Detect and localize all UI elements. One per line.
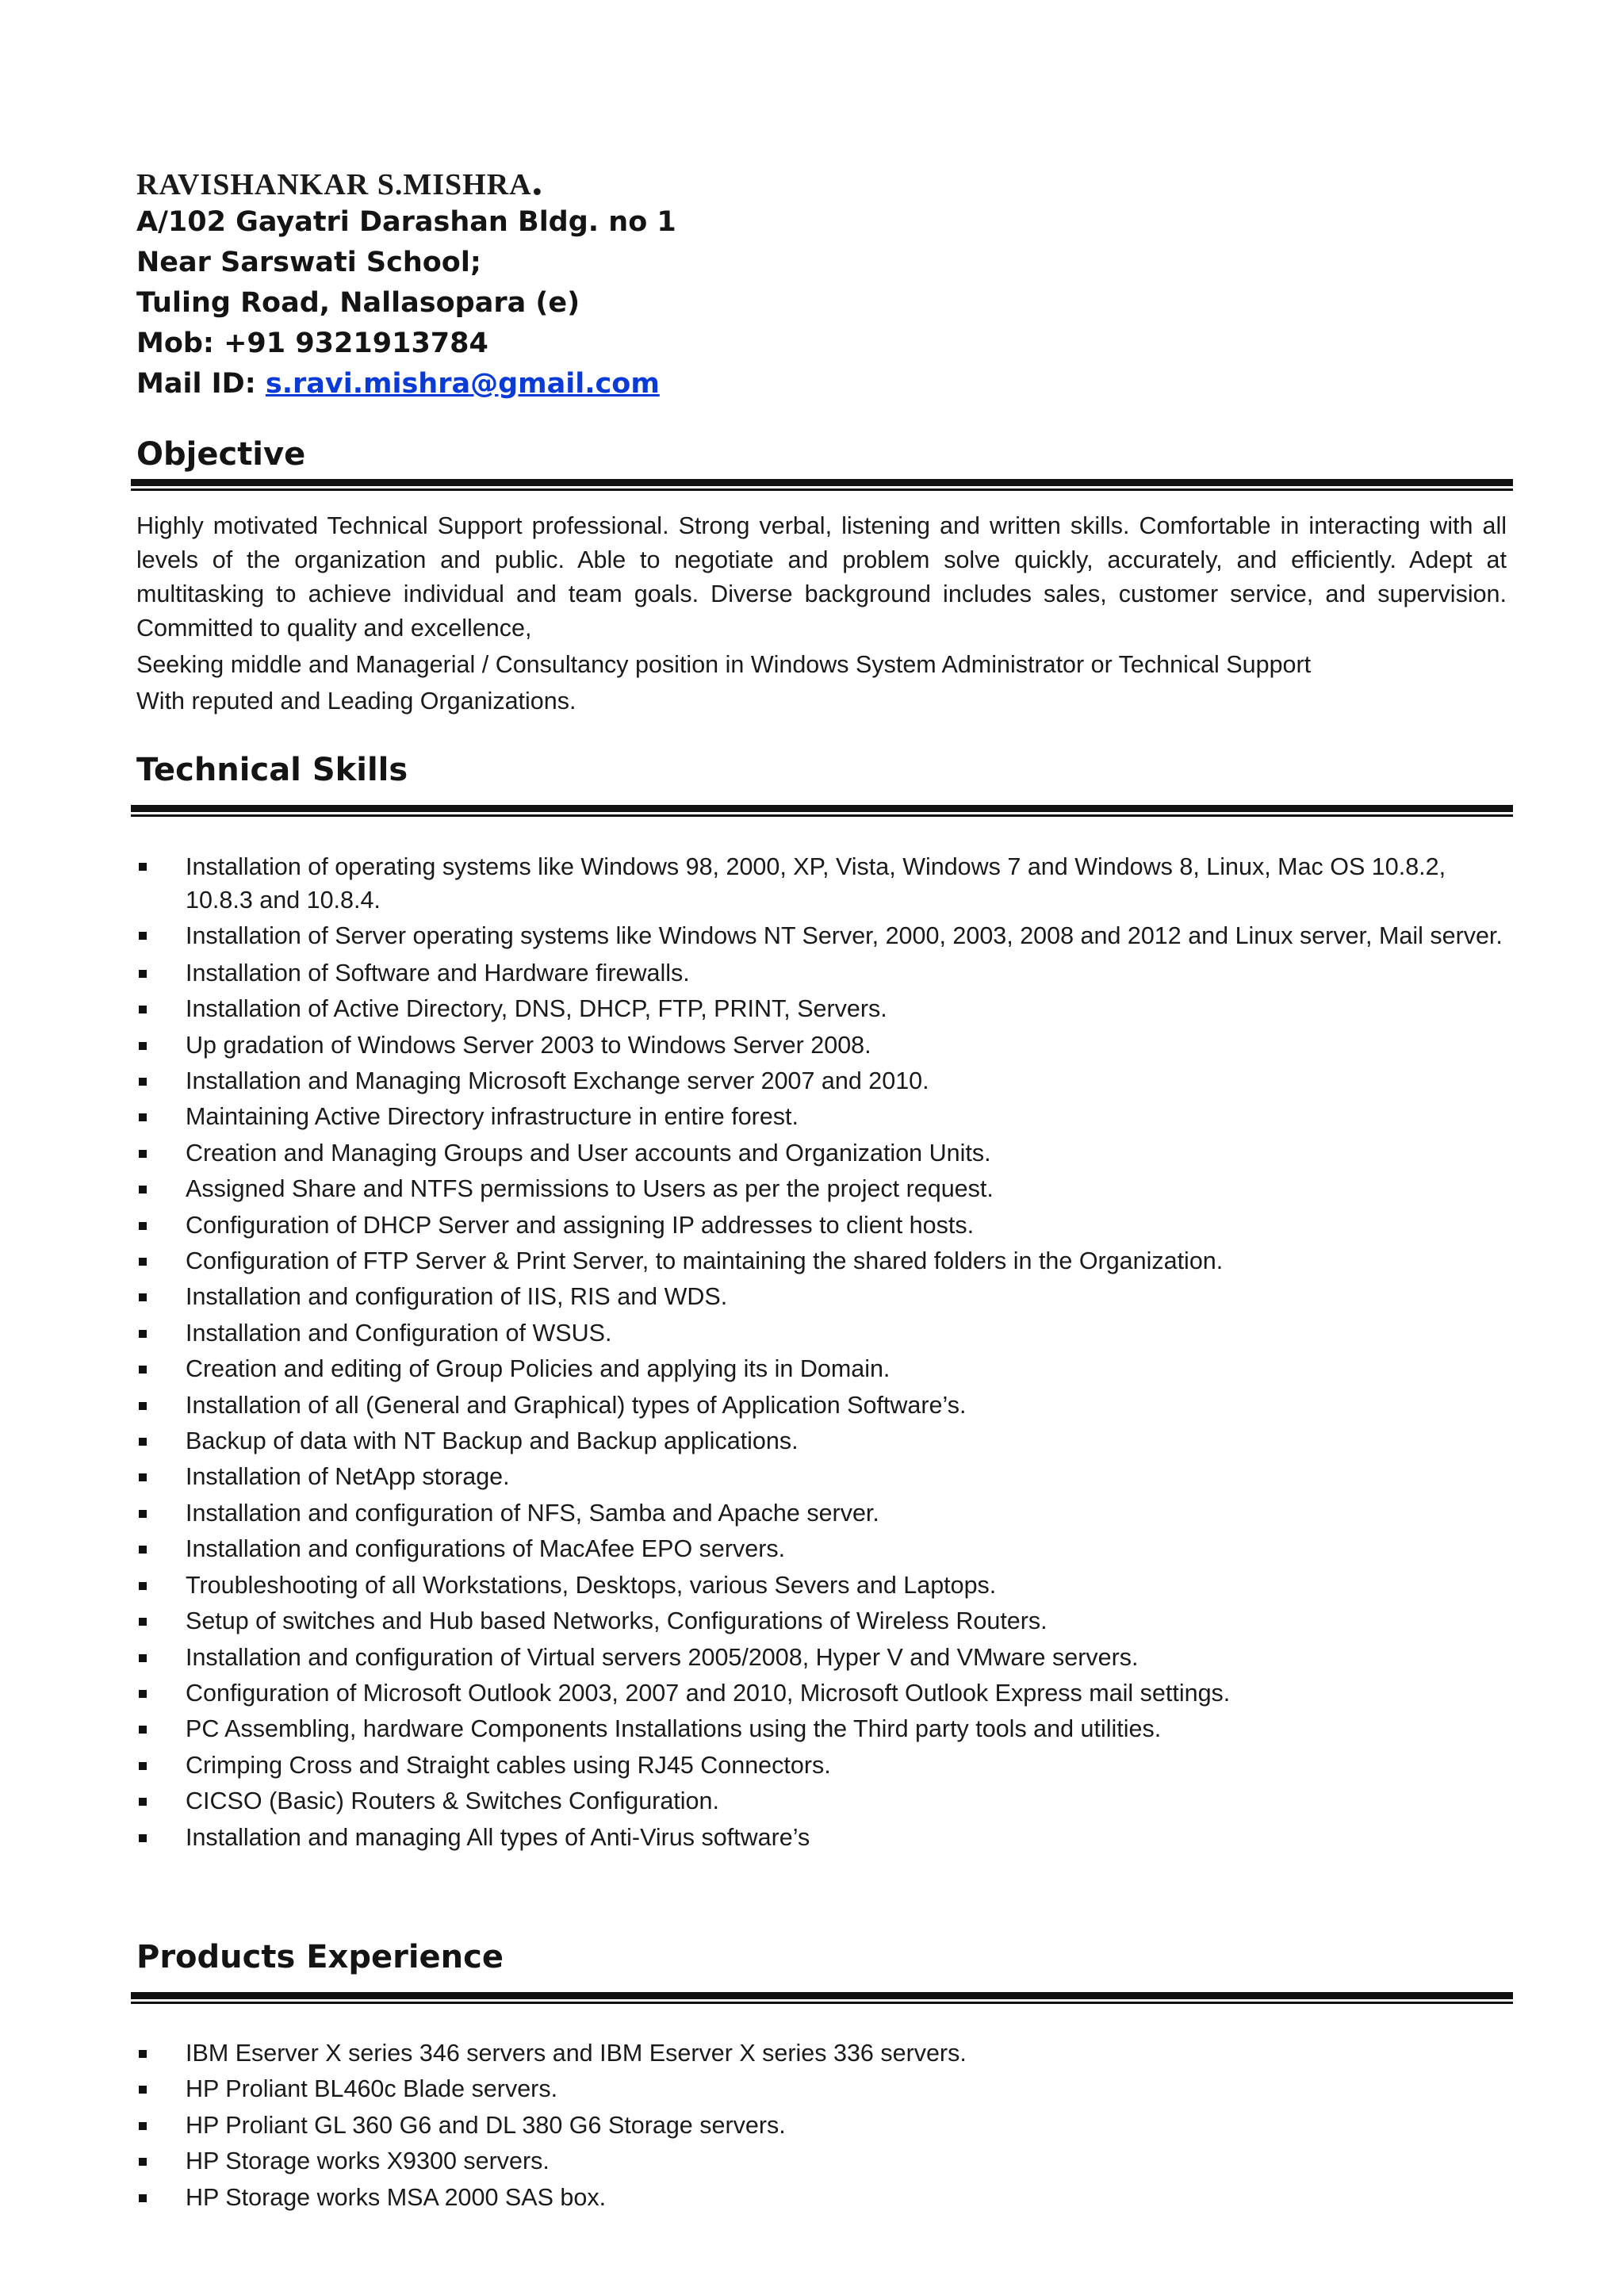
- products-experience-heading: Products Experience: [136, 1939, 504, 1975]
- address-line-3: Tuling Road, Nallasopara (e): [136, 287, 580, 319]
- objective-paragraph: Highly motivated Technical Support professional. Strong verbal, listening and written skills. Comfortable in interacting with all levels of the organization and public. Able to negotiate and problem solve quickly, accurately, and efficiently. Adept at multitasking to achieve individual and team goals. Diverse background includes sales, customer service, and supervision. Committed to quality and excellence,: [136, 512, 1507, 642]
- technical-skills-heading: Technical Skills: [136, 752, 408, 788]
- list-item: Crimping Cross and Straight cables using RJ45 Connectors.: [136, 1748, 1516, 1784]
- products-experience-divider: [131, 1992, 1513, 2004]
- objective-heading: Objective: [136, 436, 306, 473]
- list-item: Installation and Managing Microsoft Exchange server 2007 and 2010.: [136, 1063, 1516, 1099]
- list-item: Setup of switches and Hub based Networks, Configurations of Wireless Routers.: [136, 1603, 1516, 1639]
- mail-label: Mail ID:: [136, 368, 256, 400]
- candidate-name: RAVISHANKAR S.MISHRA.: [136, 156, 544, 204]
- seek-line-1: Seeking middle and Managerial / Consultancy position in Windows System Administrator or Technical Support: [136, 651, 1312, 678]
- list-item: Up gradation of Windows Server 2003 to Windows Server 2008.: [136, 1028, 1516, 1063]
- list-item: Installation of operating systems like Windows 98, 2000, XP, Vista, Windows 7 and Windows 8, Linux, Mac OS 10.8.2, 10.8.3 and 10.8.4.: [136, 850, 1516, 919]
- technical-skills-divider: [131, 805, 1513, 817]
- list-item: Installation and configurations of MacAfee EPO servers.: [136, 1531, 1516, 1567]
- list-item: HP Proliant GL 360 G6 and DL 380 G6 Storage servers.: [136, 2108, 1516, 2144]
- list-item: IBM Eserver X series 346 servers and IBM Eserver X series 336 servers.: [136, 2036, 1516, 2071]
- list-item: Installation and configuration of NFS, Samba and Apache server.: [136, 1496, 1516, 1531]
- technical-skills-list: [136, 850, 1516, 1856]
- list-item: Maintaining Active Directory infrastructure in entire forest.: [136, 1099, 1516, 1135]
- mobile-number: Mob: +91 9321913784: [136, 328, 488, 359]
- list-item: Installation and configuration of IIS, RIS and WDS.: [136, 1279, 1516, 1315]
- list-item: Creation and editing of Group Policies and applying its in Domain.: [136, 1351, 1516, 1387]
- address-line-2: Near Sarswati School;: [136, 247, 481, 278]
- list-item: Configuration of DHCP Server and assigning IP addresses to client hosts.: [136, 1208, 1516, 1243]
- list-item: Installation of all (General and Graphical) types of Application Software’s.: [136, 1388, 1516, 1423]
- list-item: Installation and managing All types of Anti-Virus software’s: [136, 1820, 1516, 1856]
- list-item: Installation and configuration of Virtual servers 2005/2008, Hyper V and VMware servers.: [136, 1640, 1516, 1676]
- address-line-1: A/102 Gayatri Darashan Bldg. no 1: [136, 206, 676, 238]
- list-item: Configuration of Microsoft Outlook 2003, 2007 and 2010, Microsoft Outlook Express mail settings.: [136, 1676, 1516, 1711]
- list-item: Configuration of FTP Server & Print Server, to maintaining the shared folders in the Organization.: [136, 1243, 1516, 1279]
- list-item: PC Assembling, hardware Components Installations using the Third party tools and utilities.: [136, 1711, 1516, 1747]
- list-item: CICSO (Basic) Routers & Switches Configuration.: [136, 1784, 1516, 1819]
- list-item: Installation of Active Directory, DNS, DHCP, FTP, PRINT, Servers.: [136, 991, 1516, 1027]
- list-item: Backup of data with NT Backup and Backup applications.: [136, 1423, 1516, 1459]
- objective-seek-text: [136, 646, 1516, 719]
- mail-line: [136, 364, 676, 404]
- list-item: Installation of Server operating systems like Windows NT Server, 2000, 2003, 2008 and 2012 and Linux server, Mail server.: [136, 919, 1516, 955]
- list-item: Installation of NetApp storage.: [136, 1459, 1516, 1495]
- list-item: Assigned Share and NTFS permissions to Users as per the project request.: [136, 1171, 1516, 1207]
- seek-line-2: With reputed and Leading Organizations.: [136, 688, 576, 715]
- contact-block: [136, 202, 676, 404]
- list-item: Installation of Software and Hardware firewalls.: [136, 956, 1516, 991]
- list-item: Troubleshooting of all Workstations, Desktops, various Severs and Laptops.: [136, 1568, 1516, 1603]
- list-item: HP Storage works X9300 servers.: [136, 2144, 1516, 2179]
- list-item: Creation and Managing Groups and User accounts and Organization Units.: [136, 1136, 1516, 1171]
- list-item: HP Proliant BL460c Blade servers.: [136, 2071, 1516, 2107]
- products-experience-list: [136, 2036, 1516, 2216]
- objective-divider: [131, 479, 1513, 491]
- email-link[interactable]: s.ravi.mishra@gmail.com: [265, 368, 660, 400]
- list-item: HP Storage works MSA 2000 SAS box.: [136, 2180, 1516, 2216]
- list-item: Installation and Configuration of WSUS.: [136, 1316, 1516, 1351]
